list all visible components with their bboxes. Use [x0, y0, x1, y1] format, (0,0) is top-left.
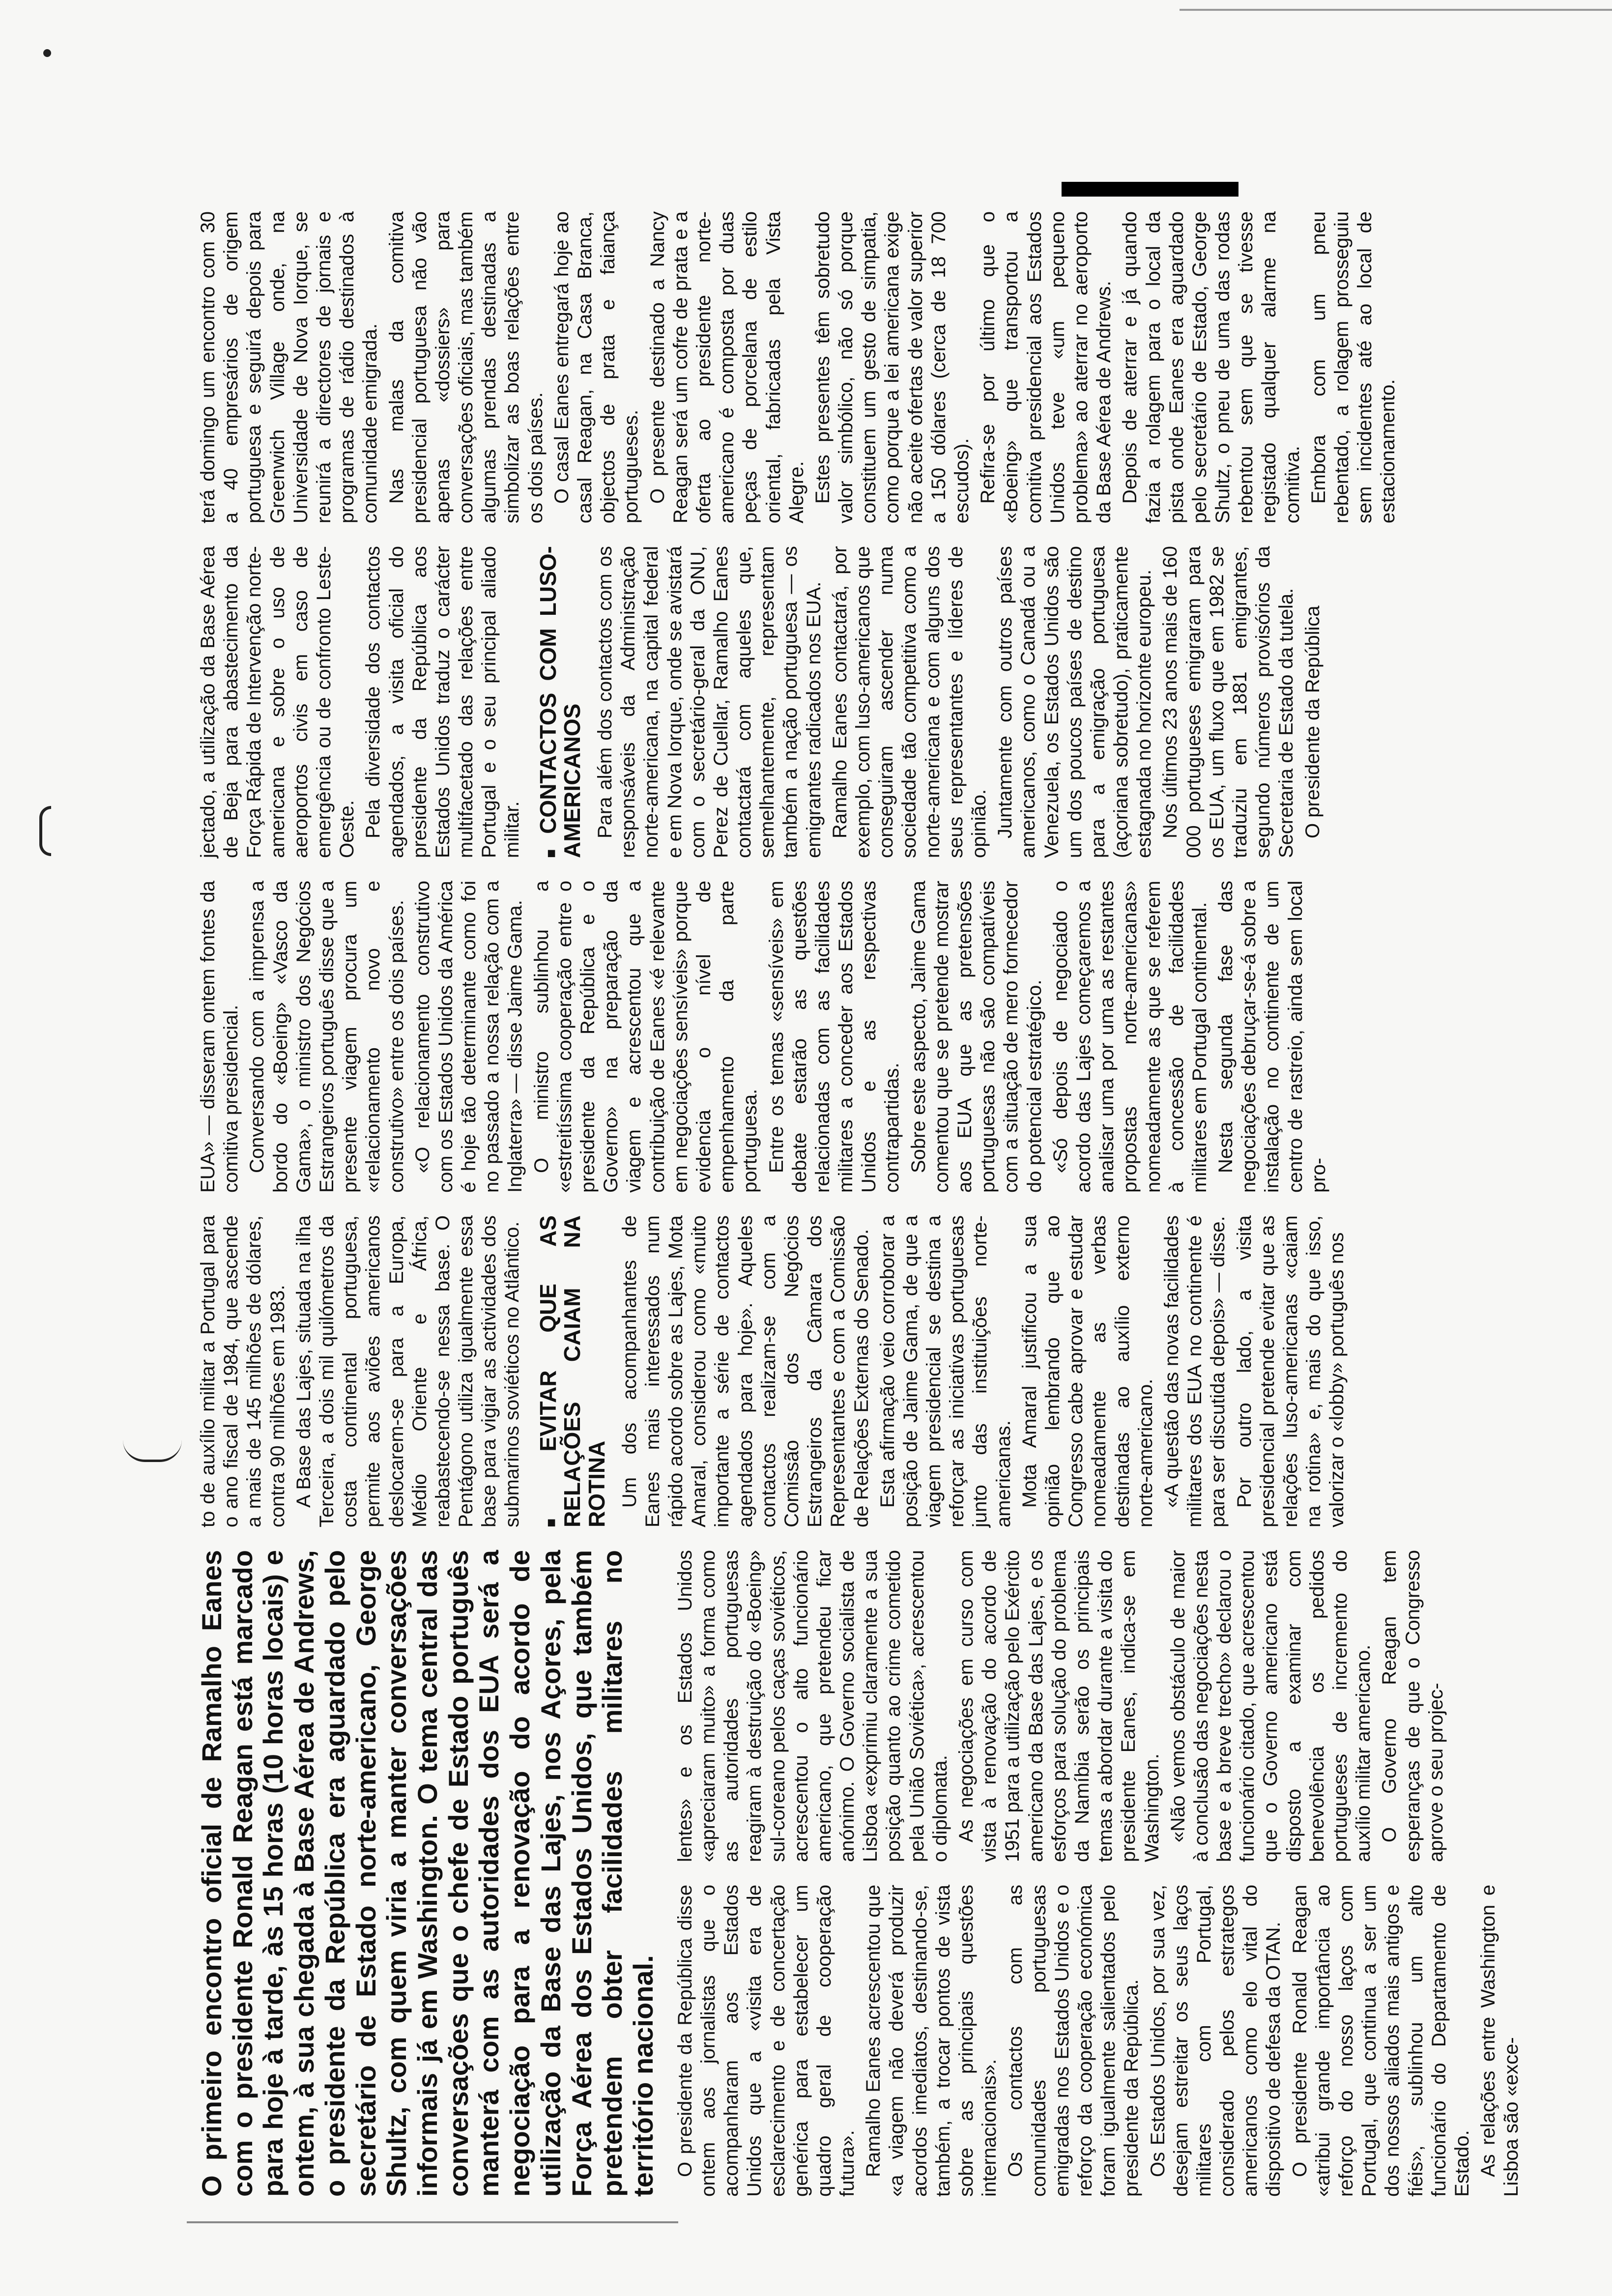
paragraph: EUA» — disseram ontem fontes da comitiva presidencial. — [197, 881, 242, 1193]
article-lead: O primeiro encontro oficial de Ramalho Eanes com o presidente Ronald Reagan está marcado para hoje à tarde, às 15 horas (10 horas locais) e ontem, à sua chegada à Base Aérea de Andrews, o presidente da República era aguardado pelo secretário de Estado norte-americano, George Shultz, com quem viria a manter conversações informais já em Washington. O tema central das conversações que o chefe de Estado português manterá com as autoridades dos EUA será a negociação para a renovação do acordo de utilização da Base das Lajes, nos Açores, pela Força Aérea dos Estados Unidos, que também pretendem obter facilidades militares no território nacional. — [196, 1550, 659, 2197]
paragraph: Nas malas da comitiva presidencial portuguesa não vão apenas «dossiers» para conversações oficiais, mas também algumas prendas destinadas a simbolizar as boas relações entre os dois países. — [385, 211, 547, 523]
paragraph: Embora com um pneu rebentado, a rolagem prosseguiu sem incidentes até ao local de estacionamento. — [1307, 211, 1399, 523]
paragraph: Pela diversidade dos contactos agendados, a visita oficial do presidente da República aos Estados Unidos traduz o carácter multifacetado das relações entre Portugal e o seu principal aliado militar. — [362, 546, 523, 858]
article-column-2 — [674, 1550, 1526, 1862]
paragraph: O casal Eanes entregará hoje ao casal Reagan, na Casa Branca, objectos de prata e faiança portugueses. — [550, 211, 642, 523]
paragraph: O presidente da República — [1301, 605, 1324, 838]
paragraph: «A questão das novas facilidades militares dos EUA no continente é para ser discutida depois» — disse. — [1160, 1215, 1229, 1527]
paragraph: «O relacionamento construtivo com os Estados Unidos da América é hoje tão determinante como foi no passado a nossa relação com a Inglaterra» — disse Jaime Gama. — [411, 881, 526, 1193]
paragraph: O presidente Ronald Reagan «atribui grande importância ao reforço do nosso laços com Portugal, que continua a ser um dos nossos aliados mais antigos e fiéis», sublinhou um alto funcionário do Departamento de Estado. — [1289, 1885, 1473, 2197]
scan-dot — [43, 49, 51, 57]
article-column-6 — [197, 211, 1526, 523]
paragraph: Um dos acompanhantes de Eanes mais interessados num rápido acordo sobre as Lajes, Mota Amaral, considerou como «muito importante a série de contactos agendados para hoje». Aqueles contactos realizam-se com a Comissão dos Negócios Estrangeiros da Câmara dos Representantes e com a Comissão de Relações Externas do Senado. — [618, 1215, 872, 1527]
paragraph: Ramalho Eanes contactará, por exemplo, com luso-americanos que conseguiram ascender numa sociedade tão competitiva como a norte-americana e com alguns dos seus representantes e líderes de opinião. — [829, 546, 990, 858]
paragraph: O presente destinado a Nancy Reagan será um cofre de prata e a oferta ao presidente norte-americano é composta por duas peças de porcelana de estilo oriental, fabricadas pela Vista Alegre. — [646, 211, 807, 523]
paragraph: to de auxílio militar a Portugal para o ano fiscal de 1984, que ascende a mais de 145 milhões de dólares, contra 90 milhões em 1983. — [197, 1215, 288, 1527]
paragraph: Estes presentes têm sobretudo valor simbólico, não só porque constituem um gesto de simpatia, como porque a lei americana exige não aceite ofertas de valor superior a 150 dólares (cerca de 18 700 escudos). — [811, 211, 973, 523]
paragraph: O presidente da República disse ontem aos jornalistas que o acompanharam aos Estados Unidos que a «visita era de esclarecimento e de concertação genérica para estabelecer um quadro geral de cooperação futura». — [674, 1885, 859, 2197]
paragraph: Esta afirmação veio corroborar a posição de Jaime Gama, de que a viagem presidencial se destina a reforçar as iniciativas portuguesas junto das instituições norte-americanas. — [876, 1215, 1014, 1527]
paragraph: O Governo Reagan tem esperanças de que o Congresso aprove o seu projec- — [1379, 1550, 1447, 1862]
paragraph: Ramalho Eanes acrescentou que «a viagem não deverá produzir acordos imediatos, destinando-se, também, a trocar pontos de vista sobre as principais questões internacionais». — [863, 1885, 1001, 2197]
paragraph: Refira-se por último que o «Boeing» que transportou a comitiva presidencial aos Estados Unidos teve «um pequeno problema» ao aterrar no aeroporto da Base Aérea de Andrews. — [977, 211, 1115, 523]
paragraph: As relações entre Washington e Lisboa são «exce- — [1477, 1885, 1523, 2197]
scan-curve — [123, 1440, 182, 1462]
paragraph: Os contactos com as comunidades portuguesas emigradas nos Estados Unidos e o reforço da cooperação económica foram igualmente salientados pelo presidente da República. — [1005, 1885, 1143, 2197]
scan-ink-blot — [1062, 182, 1238, 197]
paragraph: Entre os temas «sensíveis» em debate estarão as questões relacionadas com as facilidades militares a conceder aos Estados Unidos e as respectivas contrapartidas. — [765, 881, 903, 1193]
paragraph: jectado, a utilização da Base Aérea de Beja para abastecimento da Força Rápida de Intervenção norte-americana e sobre o uso de aeroportos civis em caso de emergência ou de confronto Leste-Oeste. — [197, 546, 358, 858]
paragraph: Por outro lado, a visita presidencial pretende evitar que as relações luso-americanas «caiam na rotina» e, mais do que isso, valorizar o «lobby» português nos — [1233, 1215, 1348, 1527]
paragraph: «Não vemos obstáculo de maior à conclusão das negociações nesta base e a breve trecho» declarou o funcionário citado, que acrescentou que o Governo americano está disposto a examinar com benevolência os pedidos portugueses de incremento do auxílio militar americano. — [1167, 1550, 1375, 1862]
paragraph: Para além dos contactos com os responsáveis da Administração norte-americana, na capital federal e em Nova Iorque, onde se avistará com o secretário-geral da ONU, Perez de Cuellar, Ramalho Eanes contactará com aqueles que, semelhantemente, representam também a nação portuguesa — os emigrantes radicados nos EUA. — [594, 546, 825, 858]
paragraph: Nos últimos 23 anos mais de 160 000 portugueses emigraram para os EUA, um fluxo que em 1982 se traduziu em 1881 emigrantes, segundo números provisórios da Secretaria de Estado da tutela. — [1159, 546, 1297, 858]
paragraph: Conversando com a imprensa a bordo do «Boeing» «Vasco da Gama», o ministro dos Negócios Estrangeiros português disse que a presente viagem procura um «relacionamento novo e construtivo» entre os dois países. — [246, 881, 407, 1193]
article-column-3 — [197, 1215, 1526, 1527]
paragraph: terá domingo um encontro com 30 a 40 empresários de origem portuguesa e seguirá depois para Greenwich Village onde, na Universidade de Nova Iorque, se reunirá a directores de jornais e programas de rádio destinados à comunidade emigrada. — [197, 211, 381, 523]
paragraph: Os Estados Unidos, por sua vez, desejam estreitar os seus laços militares com Portugal, considerado pelos estrategos americanos como elo vital do dispositivo de defesa da OTAN. — [1147, 1885, 1285, 2197]
paragraph: Depois de aterrar e já quando fazia a rolagem para o local da pista onde Eanes era aguardado pelo secretário de Estado, George Shultz, o pneu de uma das rodas rebentou sem que se tivesse registado qualquer alarme na comitiva. — [1119, 211, 1303, 523]
article-column-4 — [197, 881, 1526, 1193]
paragraph: Sobre este aspecto, Jaime Gama comentou que se pretende mostrar aos EUA que as pretensões portuguesas não são compatíveis com a situação de mero fornecedor do potencial estratégico. — [907, 881, 1045, 1193]
paragraph: O ministro sublinhou a «estreitíssima cooperação entre o presidente da República e o Governo» na preparação da viagem e acrescentou que a contribuição de Eanes «é relevante em negociações sensíveis» porque evidencia o nível de empenhamento da parte portuguesa. — [530, 881, 761, 1193]
paragraph: Juntamente com outros países americanos, como o Canadá ou a Venezuela, os Estados Unidos são um dos poucos países de destino para a emigração portuguesa (açoriana sobretudo), praticamente estagnada no horizonte europeu. — [994, 546, 1155, 858]
scan-line-top — [1180, 9, 1612, 11]
paragraph: Nesta segunda fase das negociações debruçar-se-á sobre a instalação no continente de um centro de rastreio, ainda sem local pro- — [1215, 881, 1329, 1193]
scan-bracket-left — [39, 806, 51, 856]
subheading-evitar-rotina: ■ EVITAR QUE AS RELAÇÕES CAIAM NA ROTINA — [536, 1215, 609, 1527]
newspaper-article — [177, 187, 1523, 2221]
paragraph: As negociações em curso com vista à renovação do acordo de 1951 para a utilização pelo Exército americano da Base das Lajes, e os esforços para solução do problema da Namíbia serão os principais temas a abordar durante a visita do presidente Eanes, indica-se em Washington. — [955, 1550, 1163, 1862]
paragraph: A Base das Lajes, situada na ilha Terceira, a dois mil quilómetros da costa continental portuguesa, permite aos aviões americanos deslocarem-se para a Europa, Médio Oriente e África, reabastecendo-se nessa base. O Pentágono utiliza igualmente essa base para vigiar as actividades dos submarinos soviéticos no Atlântico. — [292, 1215, 523, 1527]
scan-edge-bottom — [187, 2221, 678, 2223]
article-column-1 — [674, 1885, 1526, 2197]
paragraph: Mota Amaral justificou a sua opinião lembrando que ao Congresso cabe aprovar e estudar nomeadamente as verbas destinadas ao auxílio externo norte-americano. — [1018, 1215, 1156, 1527]
article-column-5 — [197, 546, 1526, 858]
subheading-contactos-luso-americanos: ■ CONTACTOS COM LUSO-AMERICANOS — [536, 546, 585, 858]
paragraph: lentes» e os Estados Unidos «apreciaram muito» a forma como as autoridades portuguesas reagiram à destruição do «Boeing» sul-coreano pelos caças soviéticos, acrescentou o alto funcionário americano, que pretendeu ficar anónimo. O Governo socialista de Lisboa «exprimiu claramente a sua posição quanto ao crime cometido pela União Soviética», acrescentou o diplomata. — [674, 1550, 951, 1862]
paragraph: «Só depois de negociado o acordo das Lajes começaremos a analisar uma por uma as restantes propostas norte-americanas» nomeadamente as que se referem à concessão de facilidades militares em Portugal continental. — [1049, 881, 1210, 1193]
